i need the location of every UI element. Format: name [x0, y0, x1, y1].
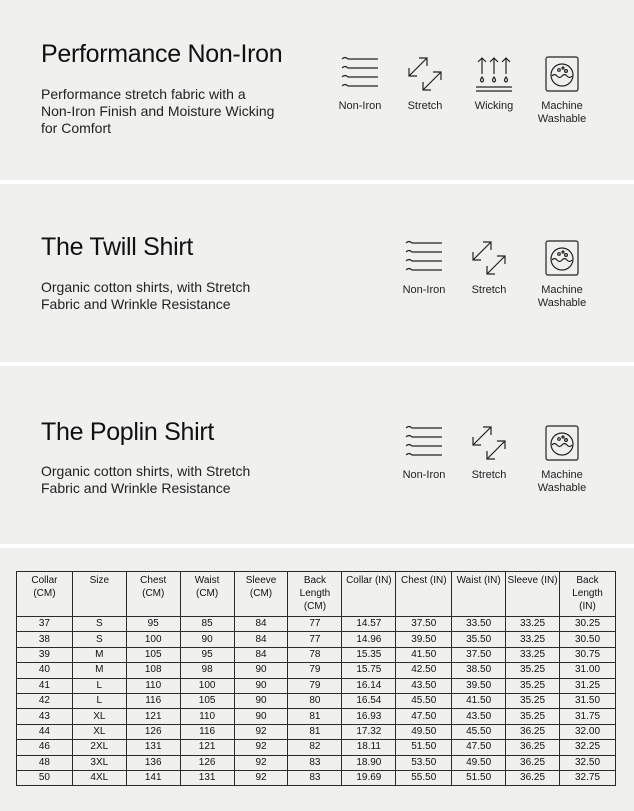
table-cell: XL	[72, 724, 126, 739]
non-iron-icon	[404, 423, 444, 463]
non-iron-icon	[404, 238, 444, 278]
column-header: Sleeve (IN)	[506, 572, 560, 617]
table-cell: 33.25	[506, 632, 560, 647]
feature-non-iron: Non-Iron	[389, 423, 459, 482]
table-cell: 49.50	[396, 724, 452, 739]
column-header: Chest (IN)	[396, 572, 452, 617]
table-row	[17, 678, 616, 693]
table-cell: 100	[180, 678, 234, 693]
table-cell: 38	[17, 632, 73, 647]
table-cell: 79	[288, 678, 342, 693]
table-row	[17, 663, 616, 678]
machine-washable-icon	[542, 238, 582, 278]
table-cell: 31.75	[560, 709, 616, 724]
table-cell: 41.50	[396, 647, 452, 662]
table-cell: 80	[288, 693, 342, 708]
table-cell: 36.25	[506, 740, 560, 755]
table-cell: 15.75	[342, 663, 396, 678]
table-cell: 14.96	[342, 632, 396, 647]
feature-wicking: Wicking	[459, 54, 529, 113]
table-cell: 47.50	[396, 709, 452, 724]
table-cell: 19.69	[342, 770, 396, 785]
table-cell: 33.50	[452, 617, 506, 632]
table-cell: 82	[288, 740, 342, 755]
column-header: Collar (CM)	[17, 572, 73, 617]
stretch-icon	[469, 423, 509, 463]
table-cell: 46	[17, 740, 73, 755]
table-cell: 95	[126, 617, 180, 632]
feature-non-iron: Non-Iron	[325, 54, 395, 113]
table-row	[17, 632, 616, 647]
table-cell: 37	[17, 617, 73, 632]
table-cell: 47.50	[452, 740, 506, 755]
table-cell: 37.50	[452, 647, 506, 662]
table-cell: 32.75	[560, 770, 616, 785]
table-cell: 4XL	[72, 770, 126, 785]
table-cell: 81	[288, 709, 342, 724]
table-cell: 98	[180, 663, 234, 678]
table-cell: 17.32	[342, 724, 396, 739]
table-cell: 92	[234, 740, 288, 755]
table-cell: 31.00	[560, 663, 616, 678]
column-header: Size	[72, 572, 126, 617]
table-cell: 44	[17, 724, 73, 739]
table-cell: 92	[234, 770, 288, 785]
section-description: Organic cotton shirts, with Stretch Fabric and Wrinkle Resistance	[41, 279, 251, 312]
table-cell: 42	[17, 693, 73, 708]
table-row	[17, 617, 616, 632]
table-cell: 42.50	[396, 663, 452, 678]
table-cell: 3XL	[72, 755, 126, 770]
table-cell: 92	[234, 755, 288, 770]
table-cell: 18.11	[342, 740, 396, 755]
table-cell: 90	[234, 709, 288, 724]
table-cell: 35.25	[506, 663, 560, 678]
table-cell: M	[72, 647, 126, 662]
table-cell: 105	[180, 693, 234, 708]
size-chart-table	[16, 571, 616, 786]
table-cell: 38.50	[452, 663, 506, 678]
table-cell: L	[72, 678, 126, 693]
table-cell: 39.50	[396, 632, 452, 647]
table-cell: 37.50	[396, 617, 452, 632]
table-cell: 126	[180, 755, 234, 770]
table-row	[17, 755, 616, 770]
table-cell: 83	[288, 755, 342, 770]
table-cell: 116	[180, 724, 234, 739]
table-cell: 35.25	[506, 693, 560, 708]
table-cell: 84	[234, 617, 288, 632]
table-cell: 105	[126, 647, 180, 662]
table-cell: 45.50	[396, 693, 452, 708]
column-header: Collar (IN)	[342, 572, 396, 617]
table-cell: 131	[180, 770, 234, 785]
table-cell: 90	[180, 632, 234, 647]
table-body	[17, 617, 616, 786]
table-cell: M	[72, 663, 126, 678]
table-cell: 30.50	[560, 632, 616, 647]
table-cell: 32.50	[560, 755, 616, 770]
table-cell: 108	[126, 663, 180, 678]
table-cell: 43.50	[452, 709, 506, 724]
table-cell: 79	[288, 663, 342, 678]
table-cell: 83	[288, 770, 342, 785]
feature-stretch: Stretch	[454, 423, 524, 482]
table-cell: 36.25	[506, 770, 560, 785]
table-cell: 16.14	[342, 678, 396, 693]
table-row	[17, 647, 616, 662]
section-performance-non-iron	[0, 0, 634, 180]
section-title: The Twill Shirt	[41, 233, 194, 261]
table-cell: 126	[126, 724, 180, 739]
table-cell: 92	[234, 724, 288, 739]
table-cell: 90	[234, 693, 288, 708]
table-cell: 77	[288, 632, 342, 647]
table-cell: 116	[126, 693, 180, 708]
table-cell: 110	[126, 678, 180, 693]
table-cell: L	[72, 693, 126, 708]
table-cell: 16.93	[342, 709, 396, 724]
feature-machine-washable: Machine Washable	[527, 54, 597, 126]
table-cell: 31.25	[560, 678, 616, 693]
table-cell: 33.25	[506, 617, 560, 632]
stretch-icon	[405, 54, 445, 94]
section-twill-shirt	[0, 184, 634, 362]
table-cell: 121	[180, 740, 234, 755]
table-cell: 18.90	[342, 755, 396, 770]
table-cell: 84	[234, 632, 288, 647]
section-poplin-shirt	[0, 366, 634, 544]
table-row	[17, 770, 616, 785]
table-cell: 40	[17, 663, 73, 678]
stretch-icon	[469, 238, 509, 278]
table-cell: 49.50	[452, 755, 506, 770]
table-cell: 32.00	[560, 724, 616, 739]
table-cell: 45.50	[452, 724, 506, 739]
table-cell: 41.50	[452, 693, 506, 708]
table-cell: 35.25	[506, 709, 560, 724]
table-cell: 33.25	[506, 647, 560, 662]
table-cell: 141	[126, 770, 180, 785]
table-row	[17, 724, 616, 739]
table-row	[17, 740, 616, 755]
section-description: Organic cotton shirts, with Stretch Fabric and Wrinkle Resistance	[41, 463, 251, 496]
non-iron-icon	[340, 54, 380, 94]
table-cell: 51.50	[452, 770, 506, 785]
table-cell: 95	[180, 647, 234, 662]
table-cell: 43.50	[396, 678, 452, 693]
table-cell: 35.25	[506, 678, 560, 693]
table-cell: 85	[180, 617, 234, 632]
wicking-icon	[474, 54, 514, 94]
table-cell: 31.50	[560, 693, 616, 708]
table-cell: 121	[126, 709, 180, 724]
machine-washable-icon	[542, 423, 582, 463]
feature-stretch: Stretch	[390, 54, 460, 113]
table-cell: 81	[288, 724, 342, 739]
column-header: Back Length (CM)	[288, 572, 342, 617]
table-cell: 136	[126, 755, 180, 770]
table-cell: 100	[126, 632, 180, 647]
machine-washable-icon	[542, 54, 582, 94]
table-cell: 43	[17, 709, 73, 724]
table-cell: 50	[17, 770, 73, 785]
table-row	[17, 693, 616, 708]
table-cell: 78	[288, 647, 342, 662]
table-cell: 36.25	[506, 724, 560, 739]
table-cell: 39	[17, 647, 73, 662]
table-cell: 90	[234, 663, 288, 678]
table-cell: 131	[126, 740, 180, 755]
table-cell: S	[72, 617, 126, 632]
table-cell: 36.25	[506, 755, 560, 770]
feature-stretch: Stretch	[454, 238, 524, 297]
feature-machine-washable: Machine Washable	[527, 238, 597, 310]
table-cell: S	[72, 632, 126, 647]
table-row	[17, 709, 616, 724]
column-header: Chest (CM)	[126, 572, 180, 617]
column-header: Waist (IN)	[452, 572, 506, 617]
section-description: Performance stretch fabric with a Non-Iron Finish and Moisture Wicking for Comfort	[41, 86, 275, 136]
table-cell: 2XL	[72, 740, 126, 755]
table-cell: 15.35	[342, 647, 396, 662]
table-header-row	[17, 572, 616, 617]
table-cell: 16.54	[342, 693, 396, 708]
table-cell: 32.25	[560, 740, 616, 755]
table-cell: 55.50	[396, 770, 452, 785]
table-cell: 30.75	[560, 647, 616, 662]
column-header: Back Length (IN)	[560, 572, 616, 617]
table-cell: 77	[288, 617, 342, 632]
table-cell: 53.50	[396, 755, 452, 770]
table-cell: 41	[17, 678, 73, 693]
table-cell: 110	[180, 709, 234, 724]
table-cell: 30.25	[560, 617, 616, 632]
column-header: Waist (CM)	[180, 572, 234, 617]
column-header: Sleeve (CM)	[234, 572, 288, 617]
feature-non-iron: Non-Iron	[389, 238, 459, 297]
table-cell: 35.50	[452, 632, 506, 647]
table-cell: 90	[234, 678, 288, 693]
feature-machine-washable: Machine Washable	[527, 423, 597, 495]
section-title: The Poplin Shirt	[41, 418, 215, 446]
table-cell: 84	[234, 647, 288, 662]
table-cell: 48	[17, 755, 73, 770]
section-title: Performance Non-Iron	[41, 40, 283, 68]
table-cell: 39.50	[452, 678, 506, 693]
table-cell: XL	[72, 709, 126, 724]
table-cell: 51.50	[396, 740, 452, 755]
table-cell: 14.57	[342, 617, 396, 632]
